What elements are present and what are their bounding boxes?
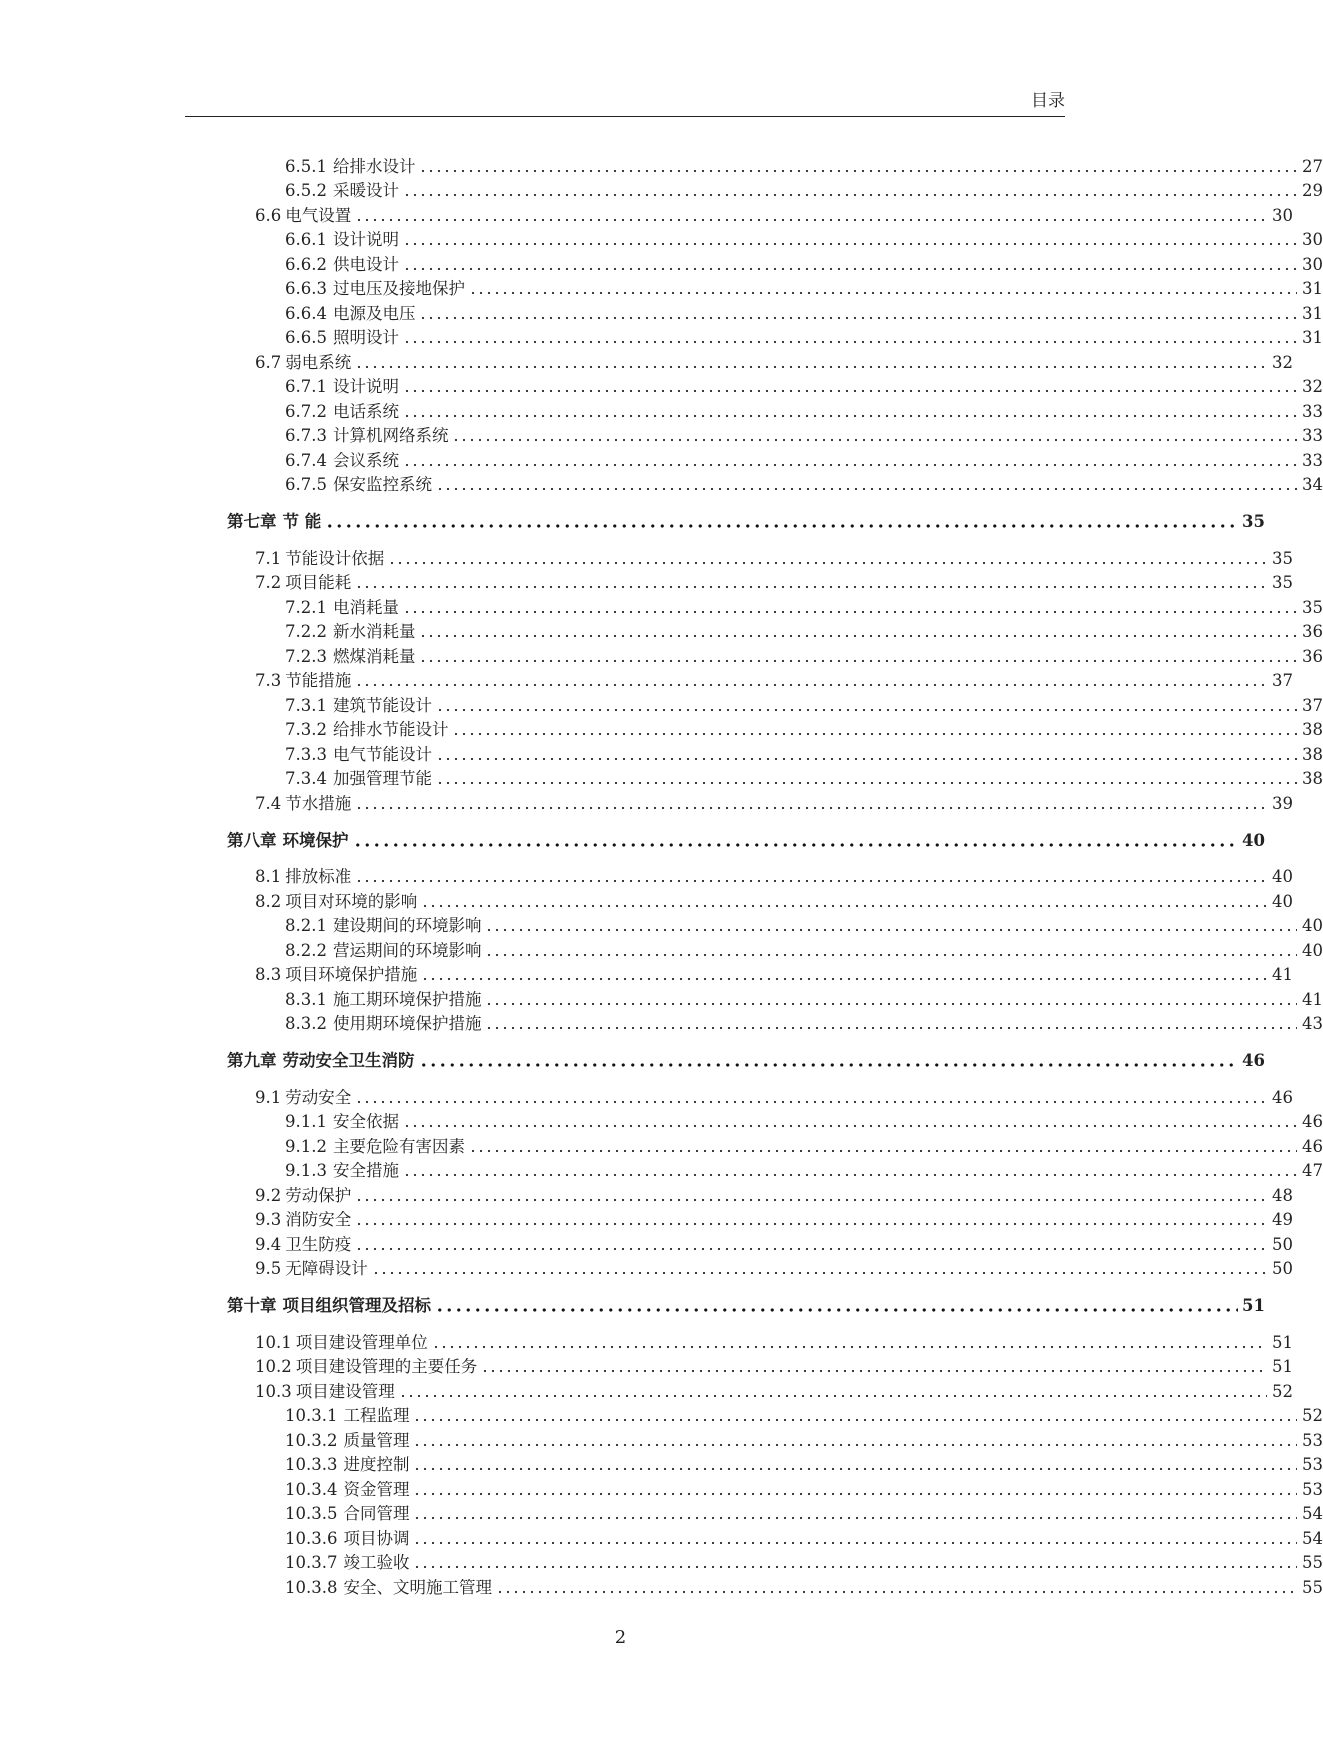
toc-dot-leader [403, 610, 1297, 614]
toc-entry[interactable] [0, 1254, 1293, 1279]
toc-entry-number: 8.2 [255, 891, 282, 911]
toc-dot-leader [481, 1369, 1267, 1373]
toc-entry-number: 10.3.8 [285, 1577, 338, 1597]
toc-dot-leader [403, 340, 1297, 344]
toc-entry-number: 10.3.3 [285, 1455, 338, 1474]
toc-dot-leader [325, 524, 1238, 528]
toc-entry[interactable] [0, 1131, 1323, 1156]
toc-entry[interactable] [0, 1229, 1293, 1254]
toc-entry-title: 劳动保护 [285, 1185, 352, 1205]
toc-entry-title: 照明设计 [332, 328, 399, 347]
toc-entry[interactable] [0, 1205, 1293, 1230]
toc-dot-leader [421, 904, 1267, 908]
toc-entry-page: 49 [1272, 1210, 1293, 1229]
toc-dot-leader [399, 1394, 1267, 1398]
toc-entry-number: 8.3.2 [285, 1014, 327, 1033]
toc-entry-title: 弱电系统 [285, 352, 352, 372]
toc-entry[interactable] [0, 176, 1323, 201]
toc-entry[interactable] [0, 739, 1323, 764]
toc-entry-page: 38 [1302, 769, 1323, 788]
toc-entry[interactable] [0, 1474, 1323, 1499]
toc-dot-leader [403, 193, 1297, 197]
toc-entry-title: 排放标准 [285, 867, 352, 886]
toc-entry[interactable] [0, 372, 1323, 397]
toc-entry-number: 8.2.1 [285, 916, 327, 935]
toc-dot-leader [452, 732, 1297, 736]
toc-entry-number: 9.3 [255, 1210, 282, 1229]
toc-entry-number: 8.1 [255, 867, 282, 886]
toc-dot-leader [355, 585, 1267, 589]
toc-entry-page: 40 [1242, 830, 1265, 850]
toc-entry-page: 48 [1272, 1185, 1293, 1205]
toc-entry-page: 46 [1242, 1051, 1265, 1070]
toc-entry[interactable] [0, 592, 1323, 617]
toc-entry-page: 39 [1272, 793, 1293, 813]
toc-entry-number: 7.3.2 [285, 720, 327, 739]
toc-entry-title: 建设期间的环境影响 [332, 916, 482, 935]
toc-entry-page: 32 [1302, 377, 1323, 396]
toc-dot-leader [419, 1063, 1239, 1067]
toc-entry-title: 质量管理 [343, 1430, 410, 1450]
toc-entry-page: 35 [1272, 548, 1293, 568]
toc-entry-title: 项目组织管理及招标 [282, 1296, 431, 1315]
toc-dot-leader [353, 843, 1239, 847]
toc-entry-title: 供电设计 [332, 254, 399, 274]
toc-entry-title: 安全、文明施工管理 [343, 1577, 492, 1597]
toc-entry[interactable] [0, 421, 1323, 446]
toc-dot-leader [496, 1590, 1297, 1594]
toc-entry[interactable] [0, 1450, 1323, 1475]
toc-entry-title: 项目能耗 [285, 573, 352, 592]
toc-entry[interactable] [0, 1548, 1323, 1573]
toc-entry[interactable] [0, 911, 1323, 936]
toc-entry[interactable] [0, 1376, 1293, 1401]
toc-entry-number: 10.3 [255, 1381, 292, 1401]
toc-entry[interactable] [0, 617, 1323, 642]
toc-entry-number: 8.2.2 [285, 940, 327, 960]
toc-dot-leader [403, 414, 1297, 418]
toc-dot-leader [485, 1026, 1297, 1030]
toc-entry-number: 7.2.3 [285, 646, 327, 666]
toc-entry[interactable] [0, 1352, 1293, 1377]
toc-entry-page: 33 [1302, 426, 1323, 445]
toc-entry-title: 给排水设计 [332, 156, 416, 176]
toc-entry[interactable] [0, 690, 1323, 715]
toc-entry-title: 电气设置 [285, 205, 352, 225]
toc-entry-page: 50 [1272, 1234, 1293, 1254]
toc-entry-number: 9.1.1 [285, 1112, 327, 1131]
toc-entry-number: 9.5 [255, 1259, 282, 1278]
page-header [185, 86, 1065, 117]
toc-chapter-entry[interactable] [0, 1291, 1265, 1315]
toc-entry-title: 主要危险有害因素 [332, 1136, 465, 1156]
toc-entry-number: 9.1.3 [285, 1161, 327, 1180]
toc-entry-number: 9.1.2 [285, 1136, 327, 1156]
toc-entry-title: 建筑节能设计 [332, 695, 432, 715]
toc-dot-leader [413, 1467, 1297, 1471]
toc-entry-number: 6.6.4 [285, 303, 327, 323]
toc-entry-number: 6.6.1 [285, 230, 327, 249]
toc-entry-number: 6.7.5 [285, 475, 327, 494]
toc-entry-title: 项目建设管理单位 [295, 1332, 428, 1352]
toc-entry-page: 30 [1272, 205, 1293, 225]
toc-entry-number: 8.3.1 [285, 989, 327, 1009]
toc-entry[interactable] [0, 1327, 1293, 1352]
toc-entry[interactable] [0, 225, 1323, 250]
toc-entry-page: 54 [1302, 1528, 1323, 1548]
toc-dot-leader [421, 977, 1267, 981]
toc-entry[interactable] [0, 568, 1293, 593]
toc-entry-page: 34 [1302, 475, 1323, 494]
toc-chapter-entry[interactable] [0, 1046, 1265, 1070]
toc-dot-leader [403, 1124, 1297, 1128]
toc-entry-page: 53 [1302, 1455, 1323, 1474]
toc-entry-page: 30 [1302, 230, 1323, 249]
toc-entry[interactable] [0, 151, 1323, 176]
toc-entry-number: 9.4 [255, 1234, 282, 1254]
toc-entry[interactable] [0, 1499, 1323, 1524]
toc-entry-number: 9.2 [255, 1185, 282, 1205]
toc-entry-page: 35 [1272, 573, 1293, 592]
toc-entry[interactable] [0, 1180, 1293, 1205]
toc-entry-page: 31 [1302, 303, 1323, 323]
toc-entry-title: 资金管理 [343, 1479, 410, 1499]
toc-entry-number: 第八章 [227, 830, 277, 850]
toc-dot-leader [436, 757, 1297, 761]
toc-entry-number: 6.7.2 [285, 401, 327, 421]
toc-dot-leader [452, 438, 1297, 442]
toc-entry-page: 54 [1302, 1504, 1323, 1523]
toc-entry-title: 进度控制 [343, 1455, 410, 1474]
toc-entry-page: 33 [1302, 401, 1323, 421]
toc-entry-page: 52 [1272, 1381, 1293, 1401]
toc-dot-leader [435, 1308, 1238, 1312]
toc-entry[interactable] [0, 249, 1323, 274]
toc-dot-leader [355, 683, 1267, 687]
toc-entry-page: 35 [1242, 512, 1265, 531]
toc-dot-leader [355, 1198, 1267, 1202]
toc-entry-title: 合同管理 [343, 1504, 410, 1523]
toc-dot-leader [413, 1492, 1297, 1496]
toc-entry-page: 32 [1272, 352, 1293, 372]
toc-dot-leader [413, 1443, 1297, 1447]
toc-entry[interactable] [0, 960, 1293, 985]
toc-entry-title: 使用期环境保护措施 [332, 1014, 482, 1033]
toc-entry-title: 节 能 [282, 512, 322, 531]
toc-entry-title: 施工期环境保护措施 [332, 989, 482, 1009]
toc-entry-title: 项目对环境的影响 [285, 891, 418, 911]
toc-entry-number: 6.5.2 [285, 181, 327, 200]
toc-entry-title: 营运期间的环境影响 [332, 940, 482, 960]
toc-entry[interactable] [0, 1572, 1323, 1597]
toc-entry-title: 无障碍设计 [285, 1259, 368, 1278]
toc-entry-number: 第十章 [227, 1296, 277, 1315]
toc-entry-page: 51 [1272, 1357, 1293, 1376]
toc-entry-title: 电消耗量 [332, 597, 399, 617]
toc-entry-page: 55 [1302, 1577, 1323, 1597]
toc-dot-leader [413, 1418, 1297, 1422]
toc-entry-number: 10.2 [255, 1357, 292, 1376]
toc-entry[interactable] [0, 298, 1323, 323]
toc-entry-page: 47 [1302, 1161, 1323, 1180]
toc-entry[interactable] [0, 445, 1323, 470]
toc-entry-page: 36 [1302, 622, 1323, 641]
toc-dot-leader [355, 1100, 1267, 1104]
toc-dot-leader [419, 316, 1297, 320]
toc-entry[interactable] [0, 788, 1293, 813]
toc-entry-number: 6.7.1 [285, 377, 327, 396]
toc-entry-page: 37 [1272, 671, 1293, 690]
page-number: 2 [614, 1627, 627, 1648]
toc-entry-page: 52 [1302, 1406, 1323, 1425]
toc-entry-title: 节能设计依据 [285, 548, 385, 568]
toc-entry-page: 46 [1302, 1112, 1323, 1131]
toc-entry-page: 33 [1302, 450, 1323, 470]
toc-entry-number: 7.2.2 [285, 622, 327, 641]
toc-entry-number: 7.3.4 [285, 769, 327, 788]
toc-entry[interactable] [0, 715, 1323, 740]
toc-entry-number: 7.2 [255, 573, 282, 592]
toc-dot-leader [355, 1222, 1267, 1226]
toc-dot-leader [355, 806, 1267, 810]
toc-dot-leader [355, 365, 1267, 369]
toc-dot-leader [355, 1247, 1267, 1251]
toc-entry-number: 7.1 [255, 548, 282, 568]
toc-entry-title: 项目建设管理的主要任务 [295, 1357, 478, 1376]
toc-entry-number: 10.3.4 [285, 1479, 338, 1499]
toc-entry-title: 给排水节能设计 [332, 720, 449, 739]
toc-entry-title: 保安监控系统 [332, 475, 432, 494]
toc-entry-page: 46 [1302, 1136, 1323, 1156]
toc-entry-number: 6.7 [255, 352, 282, 372]
table-of-contents [0, 151, 1323, 1597]
toc-entry-number: 9.1 [255, 1087, 282, 1107]
toc-entry-page: 29 [1302, 181, 1323, 200]
toc-dot-leader [469, 1149, 1297, 1153]
toc-entry[interactable] [0, 323, 1323, 348]
toc-dot-leader [355, 879, 1267, 883]
toc-entry-title: 消防安全 [285, 1210, 352, 1229]
toc-entry-title: 节能措施 [285, 671, 352, 690]
header-title: 目录 [1031, 91, 1065, 111]
toc-entry-number: 7.2.1 [285, 597, 327, 617]
toc-entry-number: 10.3.2 [285, 1430, 338, 1450]
toc-entry[interactable] [0, 1009, 1323, 1034]
toc-entry[interactable] [0, 200, 1293, 225]
toc-entry-page: 55 [1302, 1553, 1323, 1572]
toc-entry[interactable] [0, 347, 1293, 372]
toc-entry-page: 40 [1272, 891, 1293, 911]
toc-entry[interactable] [0, 862, 1293, 887]
toc-entry-number: 7.3 [255, 671, 282, 690]
toc-entry-page: 37 [1302, 695, 1323, 715]
toc-entry-title: 计算机网络系统 [332, 426, 449, 445]
toc-entry[interactable] [0, 470, 1323, 495]
toc-entry-page: 41 [1272, 965, 1293, 984]
toc-entry-number: 10.3.6 [285, 1528, 338, 1548]
toc-dot-leader [485, 1002, 1297, 1006]
toc-entry-page: 51 [1242, 1296, 1265, 1315]
toc-dot-leader [403, 389, 1297, 393]
toc-entry-number: 6.7.3 [285, 426, 327, 445]
toc-entry-page: 51 [1272, 1332, 1293, 1352]
toc-dot-leader [403, 463, 1297, 467]
toc-entry-title: 过电压及接地保护 [332, 279, 465, 298]
toc-entry[interactable] [0, 1156, 1323, 1181]
toc-entry-number: 8.3 [255, 965, 282, 984]
toc-entry-number: 6.5.1 [285, 156, 327, 176]
toc-dot-leader [413, 1516, 1297, 1520]
toc-entry[interactable] [0, 1107, 1323, 1132]
toc-dot-leader [485, 928, 1297, 932]
toc-entry-number: 7.3.1 [285, 695, 327, 715]
toc-entry-page: 43 [1302, 1014, 1323, 1033]
toc-entry[interactable] [0, 1523, 1323, 1548]
toc-entry-page: 50 [1272, 1259, 1293, 1278]
toc-entry-page: 40 [1272, 867, 1293, 886]
toc-entry-page: 41 [1302, 989, 1323, 1009]
toc-entry-number: 6.7.4 [285, 450, 327, 470]
toc-entry[interactable] [0, 886, 1293, 911]
toc-entry-number: 10.3.7 [285, 1553, 338, 1572]
toc-entry-number: 10.1 [255, 1332, 292, 1352]
toc-entry-page: 36 [1302, 646, 1323, 666]
toc-entry[interactable] [0, 935, 1323, 960]
toc-entry-number: 第九章 [227, 1051, 277, 1070]
toc-entry-title: 电源及电压 [332, 303, 416, 323]
toc-entry-title: 项目环境保护措施 [285, 965, 418, 984]
toc-entry-number: 7.3.3 [285, 744, 327, 764]
toc-entry-title: 安全依据 [332, 1112, 399, 1131]
toc-dot-leader [388, 561, 1267, 565]
toc-dot-leader [419, 659, 1297, 663]
toc-entry-number: 6.6.3 [285, 279, 327, 298]
toc-entry-page: 53 [1302, 1479, 1323, 1499]
toc-entry-title: 设计说明 [332, 377, 399, 396]
toc-dot-leader [403, 242, 1297, 246]
toc-entry-title: 新水消耗量 [332, 622, 416, 641]
toc-entry-title: 卫生防疫 [285, 1234, 352, 1254]
toc-entry-title: 设计说明 [332, 230, 399, 249]
toc-entry-title: 项目建设管理 [295, 1381, 395, 1401]
toc-entry-number: 10.3.5 [285, 1504, 338, 1523]
toc-chapter-entry[interactable] [0, 826, 1265, 850]
toc-dot-leader [403, 267, 1297, 271]
toc-dot-leader [355, 218, 1267, 222]
toc-entry-title: 工程监理 [343, 1406, 410, 1425]
toc-entry-page: 53 [1302, 1430, 1323, 1450]
toc-entry-title: 采暖设计 [332, 181, 399, 200]
toc-dot-leader [372, 1271, 1267, 1275]
toc-entry-number: 7.4 [255, 793, 282, 813]
toc-chapter-entry[interactable] [0, 507, 1265, 531]
toc-entry[interactable] [0, 666, 1293, 691]
toc-entry[interactable] [0, 1401, 1323, 1426]
toc-entry-page: 31 [1302, 328, 1323, 347]
toc-entry-title: 燃煤消耗量 [332, 646, 416, 666]
toc-dot-leader [436, 781, 1297, 785]
toc-entry-page: 31 [1302, 279, 1323, 298]
toc-entry-page: 40 [1302, 940, 1323, 960]
toc-entry-page: 38 [1302, 744, 1323, 764]
toc-entry[interactable] [0, 274, 1323, 299]
toc-dot-leader [419, 169, 1297, 173]
toc-entry-page: 27 [1302, 156, 1323, 176]
toc-entry-title: 电气节能设计 [332, 744, 432, 764]
toc-entry-number: 6.6.5 [285, 328, 327, 347]
toc-entry-page: 30 [1302, 254, 1323, 274]
toc-entry-title: 加强管理节能 [332, 769, 432, 788]
toc-entry-title: 项目协调 [343, 1528, 410, 1548]
toc-entry-number: 10.3.1 [285, 1406, 338, 1425]
toc-entry-title: 安全措施 [332, 1161, 399, 1180]
toc-entry-number: 6.6.2 [285, 254, 327, 274]
toc-dot-leader [413, 1541, 1297, 1545]
toc-entry-page: 35 [1302, 597, 1323, 617]
toc-entry[interactable] [0, 641, 1323, 666]
toc-dot-leader [436, 487, 1297, 491]
toc-entry-title: 劳动安全卫生消防 [282, 1051, 415, 1070]
toc-entry-number: 6.6 [255, 205, 282, 225]
toc-entry-title: 劳动安全 [285, 1087, 352, 1107]
toc-dot-leader [436, 708, 1297, 712]
toc-entry-title: 竣工验收 [343, 1553, 410, 1572]
toc-entry[interactable] [0, 1082, 1293, 1107]
toc-dot-leader [413, 1565, 1297, 1569]
toc-entry[interactable] [0, 764, 1323, 789]
toc-dot-leader [469, 291, 1297, 295]
toc-dot-leader [485, 953, 1297, 957]
toc-entry-page: 38 [1302, 720, 1323, 739]
toc-entry-number: 第七章 [227, 512, 277, 531]
toc-entry[interactable] [0, 1425, 1323, 1450]
toc-entry-title: 环境保护 [282, 830, 349, 850]
toc-dot-leader [403, 1173, 1297, 1177]
toc-entry-title: 会议系统 [332, 450, 399, 470]
toc-entry[interactable] [0, 396, 1323, 421]
toc-entry-page: 40 [1302, 916, 1323, 935]
toc-dot-leader [419, 634, 1297, 638]
toc-entry-title: 电话系统 [332, 401, 399, 421]
toc-dot-leader [432, 1345, 1267, 1349]
toc-entry-title: 节水措施 [285, 793, 352, 813]
toc-entry-page: 46 [1272, 1087, 1293, 1107]
toc-entry[interactable] [0, 543, 1293, 568]
toc-entry[interactable] [0, 984, 1323, 1009]
